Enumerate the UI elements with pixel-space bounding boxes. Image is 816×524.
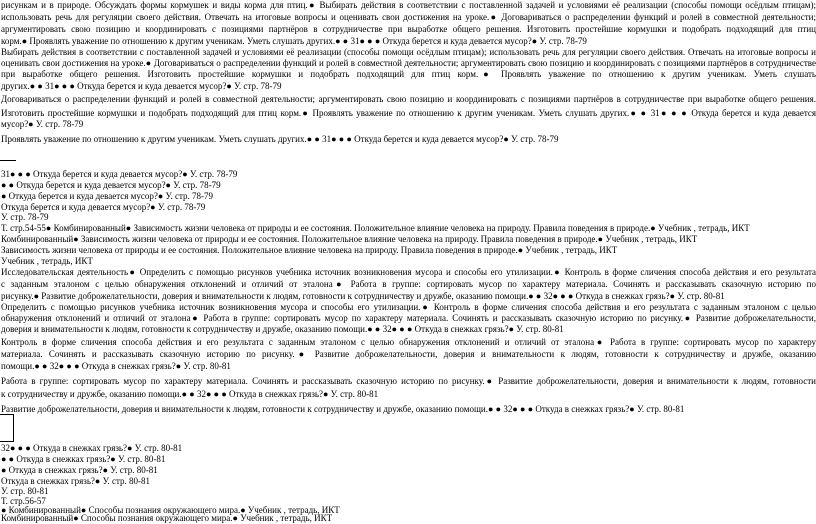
text-line: использовать речь для регуляции своего действия. Отвечать на итоговые вопросы и оценивать свои достижения на уроке.● Договариваться о распределении функций и ролей в совместной деятельности; — [1, 12, 816, 22]
text-line: Изготовить простейшие кормушки и подобрать подходящий для птиц корм.● Проявлять уважение по отношению к другим ученикам. Уметь слушать других.● ● 31● ● ● Откуда берется и куда девается — [1, 108, 816, 118]
text-line: корм.● Проявлять уважение по отношению к другим ученикам. Уметь слушать других.● ● 31● ● ● Откуда берется и куда девается мусор?● У. стр. 78-79 — [1, 36, 587, 46]
text-line: Определить с помощью рисунков учебника источник возникновения мусора и способы его утилизации.● Контроль в форме сличения способа действия и его результата с заданным эталоном с целью — [1, 302, 816, 312]
divider-bracket — [0, 414, 14, 442]
text-line: с заданным эталоном с целью обнаружения отклонений и отличий от эталона● Работа в группе: сортировать мусор по характеру материала. Сочинять и рассказывать сказочную историю по — [1, 279, 816, 289]
text-line: рисункам и в природе. Обсуждать формы кормушек и виды корма для птиц.● Выбирать действия в соответствии с поставленной задачей и условиями её реализации (способы помощи осёдлым птицам); — [1, 0, 816, 10]
text-line: Исследовательская деятельность● Определить с помощью рисунков учебника источник возникновения мусора и способы его утилизации.● Контроль в форме сличения способа действия и его результата — [1, 267, 816, 277]
text-line: Контроль в форме сличения способа действия и его результата с заданным эталоном с целью обнаружения отклонений и отличий от эталона● Работа в группе: сортировать мусор по характеру — [1, 337, 816, 347]
text-line: Работа в группе: сортировать мусор по характеру материала. Сочинять и рассказывать сказочную историю по рисунку.● Развитие доброжелательности, доверия и внимательности к людям, готовности — [1, 376, 816, 386]
text-line: Выбирать действия в соответствии с поставленной задачей и условиями её реализации (способы помощи осёдлым птицам); использовать речь для регуляции своего действия. Отвечать на итоговые вопросы и — [1, 47, 816, 57]
text-line: к сотрудничеству и дружбе, оказанию помощи.● ● 32● ● ● Откуда в снежках грязь?● У. стр. 80-81 — [1, 389, 379, 399]
text-line: Зависимость жизни человека от природы и ее состояния. Положительное влияние человека на природу. Правила поведения в природе.● Учебник , тетрадь, ИКТ — [1, 245, 618, 255]
text-line: других.● ● 31● ● ● Откуда берется и куда девается мусор?● У. стр. 78-79 — [1, 81, 282, 91]
text-line: Откуда берется и куда девается мусор?● У. стр. 78-79 — [1, 202, 206, 212]
text-line: мусор?● У. стр. 78-79 — [1, 119, 84, 129]
text-line: 32● ● ● Откуда в снежках грязь?● У. стр. 80-81 — [1, 443, 183, 453]
text-line: Т. стр.56-57 — [1, 496, 46, 506]
text-line: оценивать свои достижения на уроке.● Договариваться о распределении функций и ролей в совместной деятельности; аргументировать свою позицию и координировать с позициями партнёров в сотрудничестве — [1, 58, 816, 68]
text-line: ● Комбинированный● Способы познания окружающего мира.● Учебник , тетрадь, ИКТ — [1, 505, 340, 515]
text-line: Проявлять уважение по отношению к другим ученикам. Уметь слушать других.● ● 31● ● ● Откуда берется и куда девается мусор?● У. стр. 78-79 — [1, 134, 559, 144]
text-line: доверия и внимательности к людям, готовности к сотрудничеству и дружбе, оказанию помощи.● ● 32● ● ● Откуда в снежках грязь?● У. стр. 80-81 — [1, 324, 564, 334]
text-line: У. стр. 80-81 — [1, 486, 49, 496]
text-line: 31● ● ● Откуда берется и куда девается мусор?● У. стр. 78-79 — [1, 169, 238, 179]
text-line: ● ● Откуда берется и куда девается мусор?● У. стр. 78-79 — [1, 180, 221, 190]
text-line: материала. Сочинять и рассказывать сказочную историю по рисунку.● Развитие доброжелательности, доверия и внимательности к людям, готовности к сотрудничеству и дружбе, оказанию — [1, 349, 816, 359]
text-line: аргументировать свою позицию и координировать с позициями партнёров в сотрудничестве при выработке общего решения. Изготовить простейшие кормушки и подобрать подходящий для птиц — [1, 24, 816, 34]
text-line: Откуда в снежках грязь?● У. стр. 80-81 — [1, 476, 151, 486]
text-line: обнаружения отклонений и отличий от эталона● Работа в группе: сортировать мусор по характеру материала. Сочинять и рассказывать сказочную историю по рисунку.● Развитие доброжелательности, — [1, 313, 816, 323]
text-line: ● Откуда в снежках грязь?● У. стр. 80-81 — [1, 465, 158, 475]
text-line: Комбинированный● Зависимость жизни человека от природы и ее состояния. Положительное влияние человека на природу. Правила поведения в природе.● Учебник , тетрадь, ИКТ — [1, 234, 698, 244]
text-line: при выработке общего решения. Изготовить простейшие кормушки и подобрать подходящий для птиц корм.● Проявлять уважение по отношению к другим ученикам. Уметь слушать — [1, 69, 816, 79]
text-line: помощи.● ● 32● ● ● Откуда в снежках грязь?● У. стр. 80-81 — [1, 361, 231, 371]
text-line: Развитие доброжелательности, доверия и внимательности к людям, готовности к сотрудничеству и дружбе, оказанию помощи.● ● 32● ● ● Откуда в снежках грязь?● У. стр. 80-81 — [1, 404, 685, 414]
text-line: Т. стр.54-55● Комбинированный● Зависимость жизни человека от природы и ее состояния. Положительное влияние человека на природу. Правила поведения в природе.● Учебник , тетрадь, ИКТ — [1, 223, 750, 233]
text-line: ● Откуда берется и куда девается мусор?● У. стр. 78-79 — [1, 191, 213, 201]
text-line: Комбинированный● Способы познания окружающего мира.● Учебник , тетрадь, ИКТ — [1, 513, 333, 523]
text-line: ● ● Откуда в снежках грязь?● У. стр. 80-81 — [1, 454, 166, 464]
divider — [0, 160, 16, 161]
text-line: Договариваться о распределении функций и ролей в совместной деятельности; аргументировать свою позицию и координировать с позициями партнёров в сотрудничестве при выработке общего решения. — [1, 94, 816, 104]
text-line: Учебник , тетрадь, ИКТ — [1, 256, 93, 266]
text-line: рисунку.● Развитие доброжелательности, доверия и внимательности к людям, готовности к сотрудничеству и дружбе, оказанию помощи.● ● 32● ● ● Откуда в снежках грязь?● У. стр. 80-81 — [1, 291, 725, 301]
text-line: У. стр. 78-79 — [1, 212, 49, 222]
